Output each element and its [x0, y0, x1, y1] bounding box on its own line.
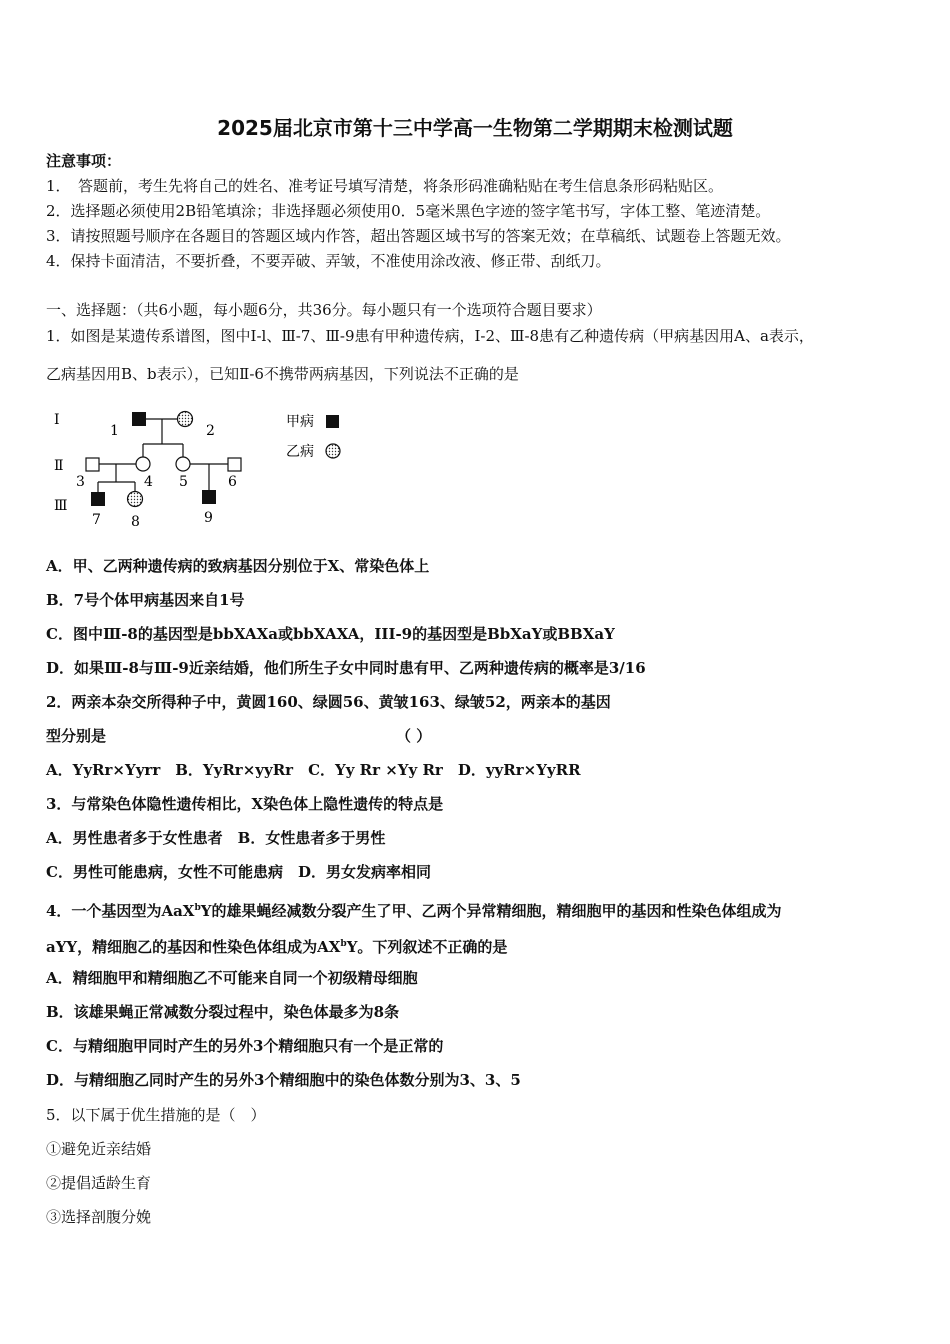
- individual-number: 2: [206, 423, 215, 439]
- generation-label: Ⅲ: [54, 498, 68, 514]
- q2-stem-text: 型分别是: [46, 727, 107, 745]
- q1-option-c: C．图中Ⅲ-8的基因型是bbXAXa或bbXAXA，III-9的基因型是BbXaY或BBXaY: [46, 625, 615, 643]
- superscript: b: [194, 903, 201, 913]
- page-title: 2025届北京市第十三中学高一生物第二学期期末检测试题: [217, 116, 733, 140]
- individual-9-affected-male: [202, 490, 216, 504]
- individual-6-male: [228, 458, 241, 471]
- individual-1-affected-male: [132, 412, 146, 426]
- q4-option-d: D．与精细胞乙同时产生的另外3个精细胞中的染色体数分别为3、3、5: [46, 1071, 521, 1089]
- individual-number: 9: [204, 510, 213, 526]
- individual-7-affected-male: [91, 492, 105, 506]
- notice-heading: 注意事项：: [46, 152, 122, 170]
- q3-stem: 3．与常染色体隐性遗传相比，X染色体上隐性遗传的特点是: [46, 795, 444, 813]
- legend-label: 甲病: [286, 414, 314, 430]
- individual-number: 1: [110, 423, 119, 439]
- q4-option-c: C．与精细胞甲同时产生的另外3个精细胞只有一个是正常的: [46, 1037, 444, 1055]
- q4-stem-line2: [46, 934, 507, 957]
- q3-options-cd: C．男性可能患病，女性不可能患病 D．男女发病率相同: [46, 863, 431, 881]
- individual-number: 4: [144, 474, 153, 490]
- q3-options-ab: A．男性患者多于女性患者 B．女性患者多于男性: [46, 829, 386, 847]
- q1-option-b: B．7号个体甲病基因来自1号: [46, 591, 245, 609]
- notice-item: 3．请按照题号顺序在各题目的答题区域内作答，超出答题区域书写的答案无效；在草稿纸、试题卷上答题无效。: [46, 227, 791, 245]
- q4-text: 4．一个基因型为AaX: [46, 902, 195, 920]
- q1-option-a: A．甲、乙两种遗传病的致病基因分别位于X、常染色体上: [46, 557, 430, 575]
- q4-option-a: A．精细胞甲和精细胞乙不可能来自同一个初级精母细胞: [46, 969, 418, 987]
- individual-3-male: [86, 458, 99, 471]
- q4-stem-line1: [46, 898, 781, 921]
- generation-label: Ⅱ: [54, 458, 64, 474]
- generation-label: Ⅰ: [54, 412, 60, 428]
- q1-option-d: D．如果Ⅲ-8与Ⅲ-9近亲结婚，他们所生子女中同时患有甲、乙两种遗传病的概率是3/16: [46, 659, 646, 677]
- individual-number: 3: [76, 474, 85, 490]
- notice-item: 1． 答题前，考生先将自己的姓名、准考证号填写清楚，将条形码准确粘贴在考生信息条形码粘贴区。: [46, 177, 724, 195]
- q5-item: ③选择剖腹分娩: [46, 1208, 152, 1226]
- answer-bracket: （ ）: [396, 727, 432, 745]
- individual-number: 5: [179, 474, 188, 490]
- q2-stem-line1: 2．两亲本杂交所得种子中，黄圆160、绿圆56、黄皱163、绿皱52，两亲本的基因: [46, 693, 611, 711]
- q5-item: ②提倡适龄生育: [46, 1174, 152, 1192]
- q4-text: aYY，精细胞乙的基因和性染色体组成为AX: [46, 938, 341, 956]
- q4-text: Y的雄果蝇经减数分裂产生了甲、乙两个异常精细胞，精细胞甲的基因和性染色体组成为: [200, 902, 782, 920]
- individual-2-affected-female: [178, 412, 193, 427]
- q5-stem: 5．以下属于优生措施的是（ ）: [46, 1106, 266, 1124]
- q2-options: A．YyRr×Yyrr B．YyRr×yyRr C．Yy Rr ×Yy Rr D．yyRr×YyRR: [46, 761, 581, 779]
- notice-item: 4．保持卡面清洁，不要折叠，不要弄破、弄皱，不准使用涂改液、修正带、刮纸刀。: [46, 252, 611, 270]
- q4-text: Y。下列叙述不正确的是: [346, 938, 508, 956]
- individual-number: 6: [228, 474, 237, 490]
- legend-yi-symbol: [326, 444, 340, 458]
- q4-option-b: B．该雄果蝇正常减数分裂过程中，染色体最多为8条: [46, 1003, 400, 1021]
- legend-label: 乙病: [286, 444, 314, 460]
- legend-jia-symbol: [326, 415, 339, 428]
- notice-item: 2．选择题必须使用2B铅笔填涂；非选择题必须使用0．5毫米黑色字迹的签字笔书写，字体工整、笔迹清楚。: [46, 202, 771, 220]
- individual-number: 8: [131, 514, 140, 530]
- individual-5-female: [176, 457, 190, 471]
- individual-8-affected-female: [128, 492, 143, 507]
- q2-stem-line2: [46, 726, 432, 746]
- q5-item: ①避免近亲结婚: [46, 1140, 152, 1158]
- q1-stem-line2: 乙病基因用B、b表示），已知Ⅱ-6不携带两病基因，下列说法不正确的是: [46, 365, 519, 383]
- superscript: b: [340, 939, 347, 949]
- pedigree-figure: [46, 396, 366, 536]
- individual-4-female: [136, 457, 150, 471]
- section-heading: 一、选择题：（共6小题，每小题6分，共36分。每小题只有一个选项符合题目要求）: [46, 301, 602, 319]
- individual-number: 7: [92, 512, 101, 528]
- q1-stem-line1: 1．如图是某遗传系谱图，图中Ⅰ-l、Ⅲ-7、Ⅲ-9患有甲种遗传病，Ⅰ-2、Ⅲ-8患有乙种遗传病（甲病基因用A、a表示，: [46, 327, 814, 345]
